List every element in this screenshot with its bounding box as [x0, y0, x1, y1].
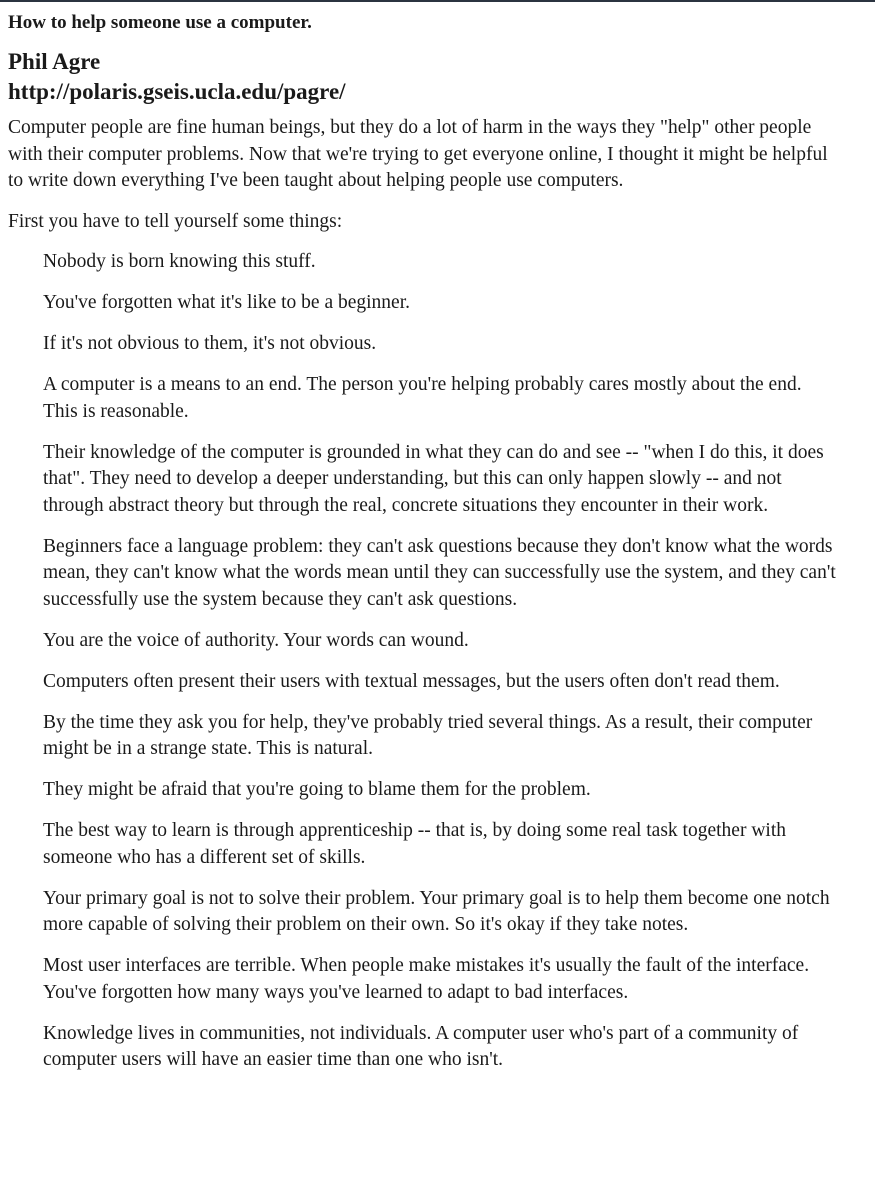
point-item: A computer is a means to an end. The person you're helping probably cares mostly about the end. This is reasonable.	[43, 374, 802, 422]
point-item: Beginners face a language problem: they can't ask questions because they don't know what the words mean, they can't know what the words mean until they can successfully use the system, and they can't successfully use the system because they can't ask questions.	[43, 535, 836, 610]
point-item: Nobody is born knowing this stuff.	[43, 251, 316, 272]
author-url: http://polaris.gseis.ucla.edu/pagre/	[8, 79, 346, 104]
intro-paragraph: Computer people are fine human beings, but they do a lot of harm in the ways they "help" other people with their computer problems. Now that we're trying to get everyone online, I thought it might be helpful to write down everything I've been taught about helping people use computers.	[8, 117, 828, 191]
article	[8, 10, 838, 1088]
point-item: Knowledge lives in communities, not individuals. A computer user who's part of a community of computer users will have an easier time than one who isn't.	[43, 1022, 799, 1070]
point-item: You are the voice of authority. Your words can wound.	[43, 629, 469, 651]
points-list	[8, 249, 838, 1074]
top-divider	[0, 0, 875, 2]
author-block	[8, 47, 838, 107]
point-item: Your primary goal is not to solve their problem. Your primary goal is to help them become one notch more capable of solving their problem on their own. So it's okay if they take notes.	[43, 887, 830, 935]
lead-in-paragraph: First you have to tell yourself some things:	[8, 210, 343, 232]
point-item: Computers often present their users with textual messages, but the users often don't read them.	[43, 670, 780, 692]
point-item: Their knowledge of the computer is grounded in what they can do and see -- "when I do this, it does that". They need to develop a deeper understanding, but this can only happen slowly -- and not through abstract theory but through the real, concrete situations they encounter in their work.	[43, 441, 824, 516]
point-item: If it's not obvious to them, it's not obvious.	[43, 333, 377, 354]
point-item: They might be afraid that you're going to blame them for the problem.	[43, 779, 591, 800]
author-name: Phil Agre	[8, 49, 101, 74]
point-item: You've forgotten what it's like to be a beginner.	[43, 292, 411, 313]
page-title: How to help someone use a computer.	[8, 12, 312, 33]
point-item: Most user interfaces are terrible. When people make mistakes it's usually the fault of the interface. You've forgotten how many ways you've learned to adapt to bad interfaces.	[43, 955, 810, 1003]
point-item: By the time they ask you for help, they've probably tried several things. As a result, their computer might be in a strange state. This is natural.	[43, 711, 813, 759]
point-item: The best way to learn is through apprenticeship -- that is, by doing some real task together with someone who has a different set of skills.	[43, 820, 786, 868]
